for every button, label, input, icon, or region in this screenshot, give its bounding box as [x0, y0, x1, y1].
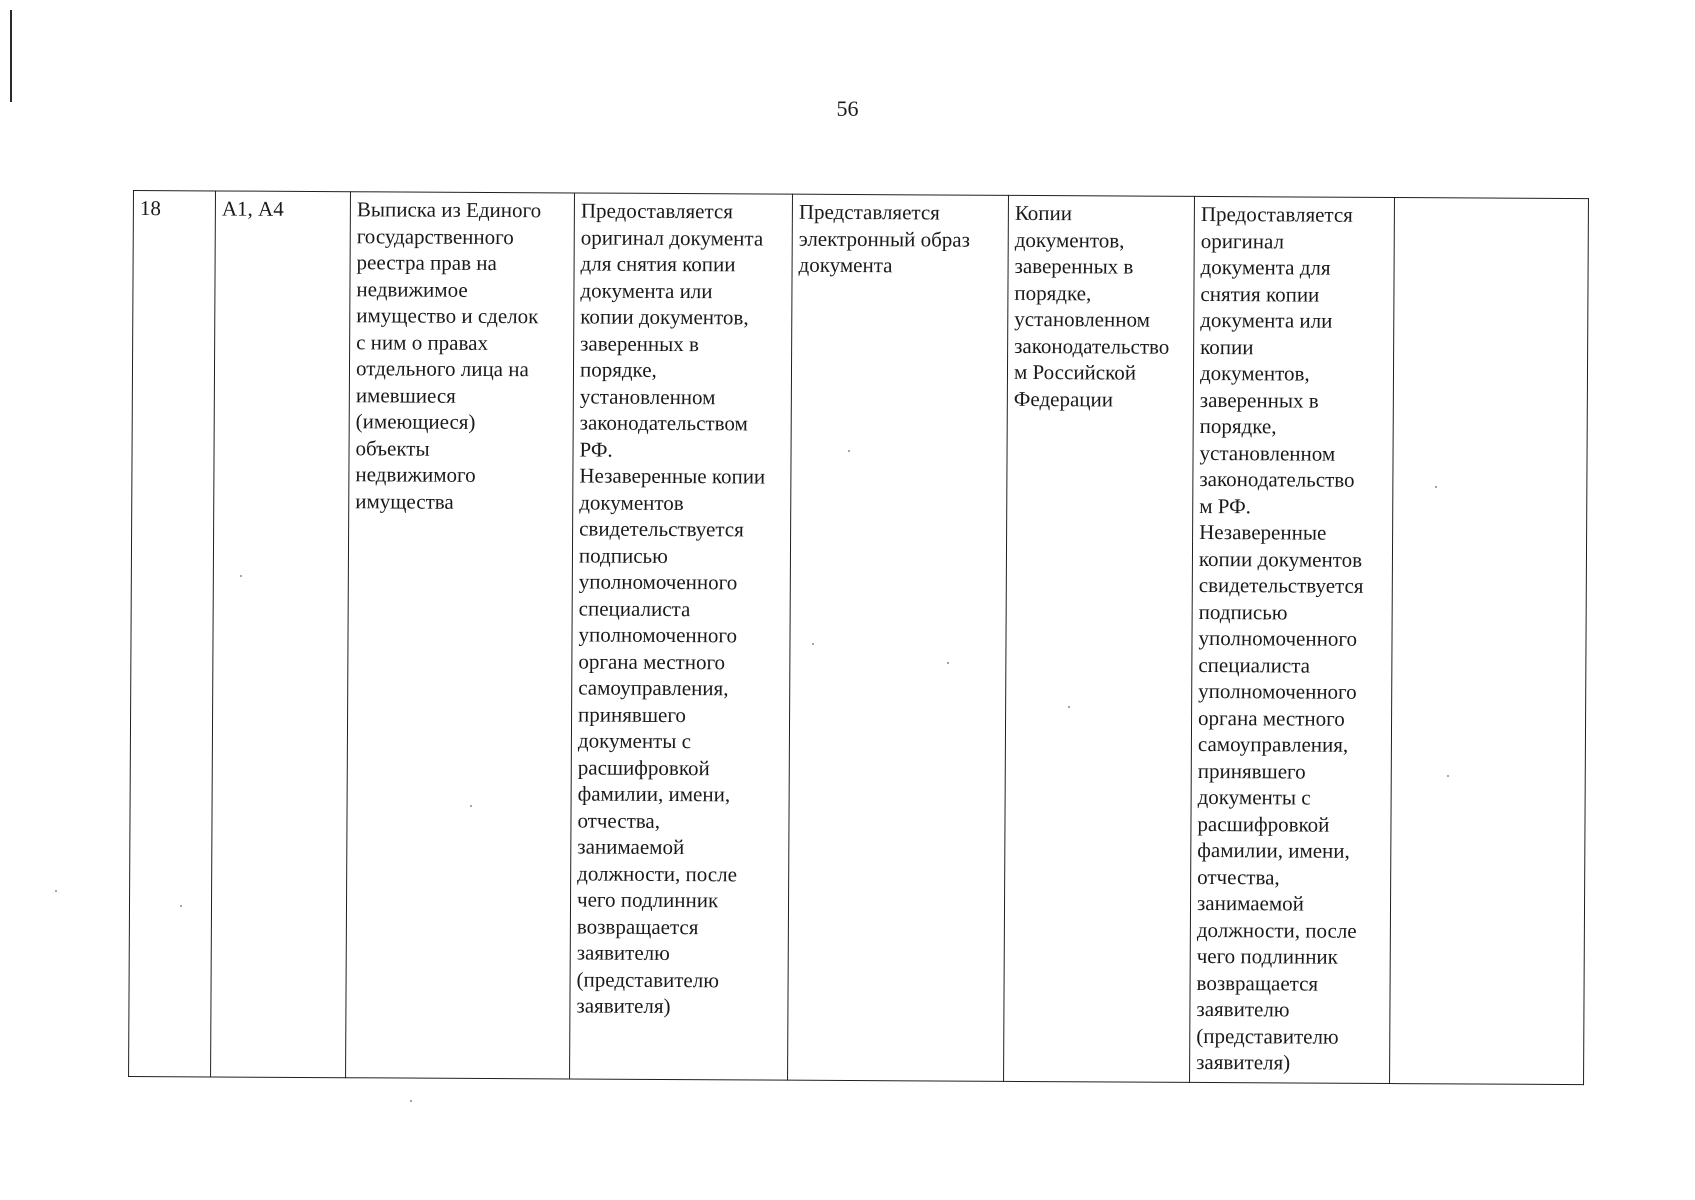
scan-speck: [470, 805, 472, 807]
document-code: А1, А4: [221, 196, 284, 221]
document-name: Выписка из Единого государственного реестра прав на недвижимое имущество и сделок с ним о правах отдельного лица на имевшиеся (имеющиеся) объекты недвижимого имущества: [355, 197, 542, 514]
scan-edge-mark: [10, 10, 12, 102]
electronic-image-cell: [788, 194, 1009, 1081]
scan-speck: [1068, 706, 1070, 708]
scan-speck: [240, 575, 242, 577]
scan-speck: [812, 643, 814, 645]
row-number: 18: [139, 196, 161, 221]
original-requirement-cell: [570, 193, 793, 1080]
electronic-image-text: Представляется электронный образ документа: [798, 199, 970, 278]
scan-speck: [55, 890, 57, 892]
document-table: [128, 190, 1589, 1085]
original-requirement-text: Предоставляется оригинал документа для снятия копии документа или копии документов, заверенных в порядке, установленном законодательством РФ. Незаверенные копии документов свидетельствуется подписью уполномоченного специалиста уполномоченного органа местного самоуправления, принявшего документы с расшифровкой фамилии, имени, отчества, занимаемой должности, после чего подлинник возвращается заявителю (представителю заявителя): [576, 198, 766, 1019]
last-column-text: [1401, 202, 1582, 203]
scan-speck: [1447, 775, 1449, 777]
scan-speck: [1435, 486, 1437, 488]
page-number: 56: [836, 96, 859, 121]
scan-speck: [947, 662, 949, 664]
scan-speck: [848, 450, 850, 452]
row-number-cell: [129, 191, 216, 1077]
scan-speck: [180, 905, 182, 907]
certified-copies-text: Копии документов, заверенных в порядке, установленном законодательство м Российской Федерации: [1013, 200, 1170, 411]
empty-last-cell: [1390, 198, 1589, 1085]
original-provision-cell: [1190, 196, 1395, 1083]
table-row: [129, 191, 1589, 1085]
original-provision-text: Предоставляется оригинал документа для снятия копии документа или копии документов, заверенных в порядке, установленном законодательство м РФ. Незаверенные копии документов свидетельствуется подписью уполномоченного специалиста уполномоченного органа местного самоуправления, принявшего документы с расшифровкой фамилии, имени, отчества, занимаемой должности, после чего подлинник возвращается заявителю (представителю заявителя): [1196, 201, 1364, 1075]
certified-copies-cell: [1004, 195, 1195, 1082]
code-cell: [211, 191, 351, 1077]
document-name-cell: [346, 192, 575, 1079]
scan-speck: [410, 1100, 412, 1102]
